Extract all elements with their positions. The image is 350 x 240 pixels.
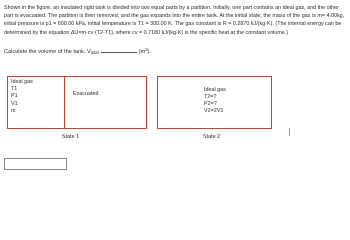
state2-gas-line: T2=? [204, 94, 217, 100]
question-unit-open: (m [138, 49, 146, 55]
state1-gas-line: P1 [11, 93, 18, 100]
tank-partition [64, 77, 65, 128]
state2-gas-line: Ideal gas [204, 87, 226, 93]
state1-gas-properties [11, 79, 33, 115]
problem-text: Shown in the figure, an insulated rigid tank is divided into two equal parts by a partition. Initially, one part contains an ideal gas, and the other part is evacuated. The partition is then removed, and the gas expands into the entire tank. At the initial state, the mass of the gas is m= 4.00kg, initial pressure is p1 = 600.00 kPa, initial temperature is T1 = 300.00 K. The gas constant is R = 0.2870 kJ/(kg·K). (The internal energy can be determined by the equation ΔU=m·cv·(T2-T1), where cv = 0.7180 kJ/(kg·K) is the specific heat at the constant volume.) [4, 5, 345, 36]
state1-gas-line: m [11, 107, 16, 114]
evacuated-label: Evacuated [73, 91, 99, 97]
question-unit-exponent: 3 [145, 47, 148, 52]
tank-state-1 [7, 76, 147, 129]
state1-gas-line: T1 [11, 86, 18, 93]
question-prefix: Calculate the volume of the tank, V [4, 49, 91, 55]
state1-gas-line: V1 [11, 100, 18, 107]
state2-gas-properties [204, 87, 226, 115]
state-2-label: State 2 [203, 134, 221, 140]
answer-input[interactable] [4, 158, 67, 170]
question-unit-close: ). [147, 49, 151, 55]
problem-statement [4, 4, 346, 37]
question-prompt [4, 46, 151, 56]
state2-gas-line: V2=2V1 [204, 108, 224, 114]
question-subscript: total [90, 50, 99, 55]
text-cursor [289, 128, 290, 136]
tank-state-2 [157, 76, 272, 129]
state2-gas-line: P2=? [204, 101, 217, 107]
answer-blank-line [101, 47, 137, 53]
state1-gas-line: Ideal gas [11, 79, 33, 85]
state-1-label: State 1 [62, 134, 80, 140]
